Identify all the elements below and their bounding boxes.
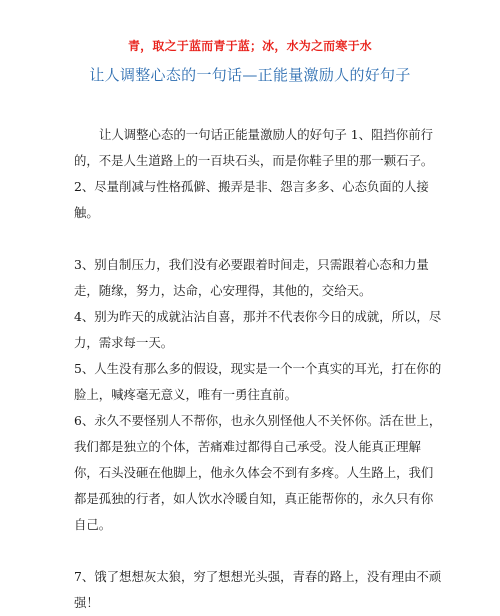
document-body: [74, 122, 444, 616]
paragraph-6: 6、永久不要怪别人不帮你，也永久别怪他人不关怀你。活在世上，我们都是独立的个体，苦痛难过都得自己承受。没人能真正理解你，石头没砸在他脚上，他永久体会不到有多疼。人生路上，我们都是孤独的行者，如人饮水冷暖自知，真正能帮你的，永久只有你自己。: [74, 413, 442, 532]
paragraph-2: 2、尽量削减与性格孤僻、搬弄是非、怨言多多、心态负面的人接触。: [74, 179, 429, 220]
paragraph-5: 5、人生没有那么多的假设，现实是一个一个真实的耳光，打在你的脸上，喊疼毫无意义，唯有一勇往直前。: [74, 361, 442, 402]
paragraph-gap: [74, 226, 444, 252]
paragraph-gap: [74, 538, 444, 564]
paragraph-1: 让人调整心态的一句话正能量激励人的好句子 1、阻挡你前行的，不是人生道路上的一百块石头，而是你鞋子里的那一颗石子。: [74, 127, 434, 168]
document-title: 让人调整心态的一句话—正能量激励人的好句子: [89, 66, 411, 84]
header-quote: 青，取之于蓝而青于蓝；冰，水为之而寒于水: [127, 39, 372, 53]
paragraph-7: 7、饿了想想灰太狼，穷了想想光头强，青春的路上，没有理由不顽强！: [74, 569, 442, 610]
paragraph-4: 4、别为昨天的成就沾沾自喜，那并不代表你今日的成就，所以，尽力，需求每一天。: [74, 309, 442, 350]
paragraph-3: 3、别自制压力，我们没有必要跟着时间走，只需跟着心态和力量走，随缘，努力，达命，心安理得，其他的，交给天。: [74, 257, 429, 298]
